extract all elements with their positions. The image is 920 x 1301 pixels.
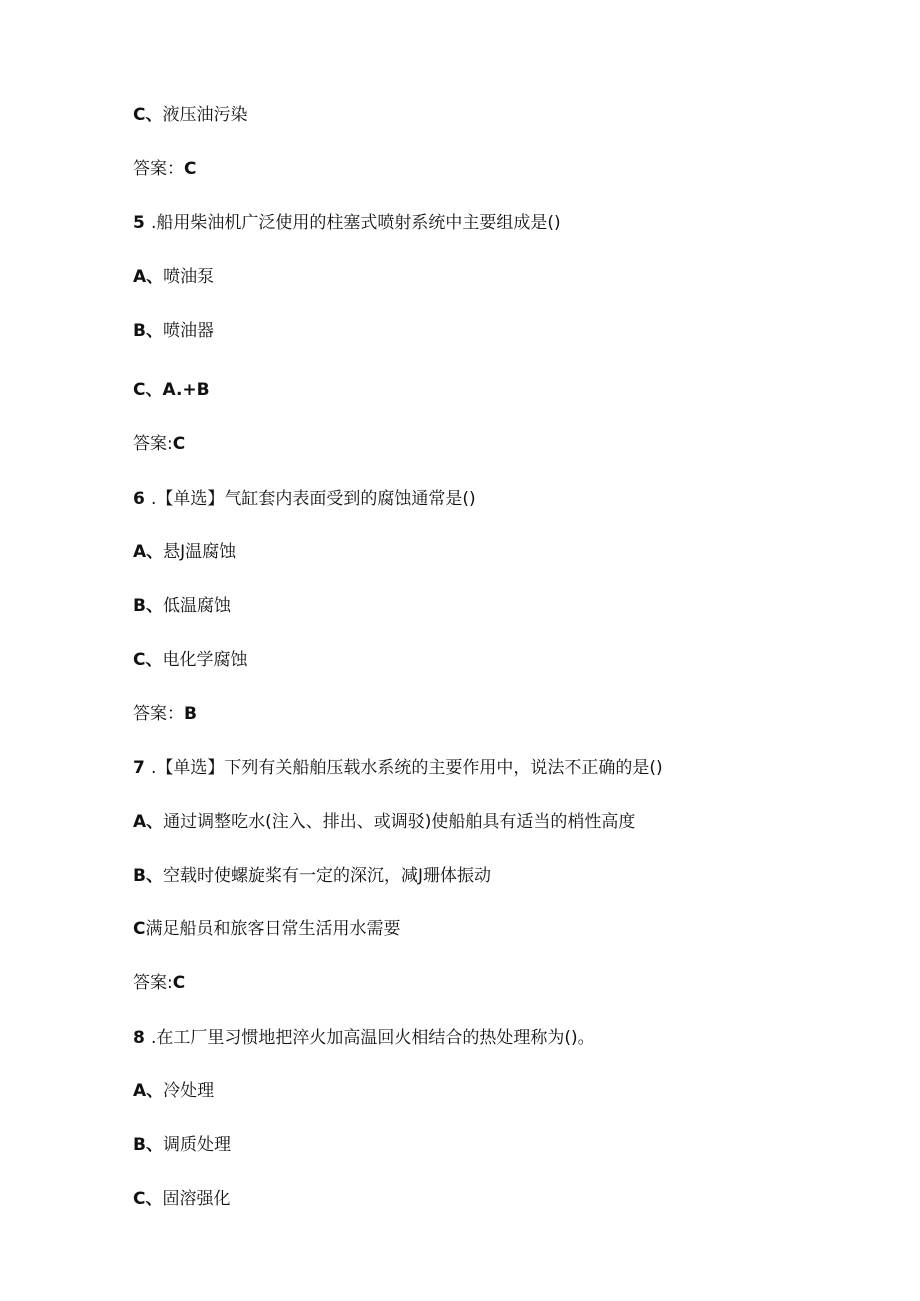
option-text: 固溶强化 [162,1189,231,1209]
option-prefix: A、 [133,267,164,287]
option-line [133,379,210,401]
option-prefix: A、 [133,1081,164,1101]
answer-line [133,703,197,725]
option-text: 冷处理 [163,1081,215,1101]
option-prefix: C、 [133,380,163,400]
answer-label: 答案: [133,434,173,454]
option-prefix: B、 [133,866,163,886]
answer-line [133,158,196,180]
option-prefix: C、 [133,650,163,670]
option-text: 空载时使螺旋桨有一定的深沉，减J珊体振动 [162,866,491,886]
answer-label: 答案： [133,159,184,179]
question-text: .船用柴油机广泛使用的柱塞式喷射系统中主要组成是() [151,213,561,233]
question-text: .在工厂里习惯地把淬火加高温回火相结合的热处理称为()。 [151,1028,595,1048]
question-text: .【单选】下列有关船舶压载水系统的主要作用中，说法不正确的是() [151,758,663,778]
option-text: 电化学腐蚀 [162,650,248,670]
option-prefix: A、 [133,812,164,832]
answer-value: C [172,434,186,454]
question-number: 5 [133,213,145,233]
option-line [133,104,247,126]
answer-label: 答案： [133,704,184,724]
option-line [133,811,635,833]
answer-value: C [184,159,197,179]
question-line [133,212,561,234]
option-line [133,541,236,563]
answer-label: 答案: [133,973,173,993]
option-text: 悬J温腐蚀 [163,542,237,562]
option-text: 调质处理 [162,1135,231,1155]
option-line [133,1080,214,1102]
option-line [133,320,214,342]
answer-line [133,972,185,994]
question-line [133,757,663,779]
option-text: 喷油器 [162,321,214,341]
option-prefix: A、 [133,542,164,562]
question-number: 8 [133,1028,145,1048]
answer-value: C [172,973,186,993]
option-line [133,1134,231,1156]
option-prefix: B、 [133,596,163,616]
question-number: 6 [133,489,145,509]
line-prefix: C [133,919,146,939]
line-text: 满足船员和旅客日常生活用水需要 [145,919,401,939]
option-prefix: B、 [133,321,163,341]
question-line [133,488,476,510]
answer-value: B [184,704,197,724]
question-text: .【单选】气缸套内表面受到的腐蚀通常是() [151,489,476,509]
option-line [133,865,491,887]
option-text: 喷油泵 [163,267,215,287]
option-text: 低温腐蚀 [162,596,231,616]
answer-line [133,433,185,455]
option-line [133,266,214,288]
question-number: 7 [133,758,145,778]
option-line [133,1188,230,1210]
option-text: 液压油污染 [162,105,248,125]
option-line [133,649,247,671]
option-prefix: C、 [133,105,163,125]
option-text: 通过调整吃水(注入、排出、或调驳)使船舶具有适当的梢性高度 [163,812,636,832]
option-line [133,595,231,617]
option-text: A.+B [162,380,210,400]
option-prefix: C、 [133,1189,163,1209]
option-prefix: B、 [133,1135,163,1155]
question-line [133,1027,595,1049]
plain-line [133,918,400,940]
